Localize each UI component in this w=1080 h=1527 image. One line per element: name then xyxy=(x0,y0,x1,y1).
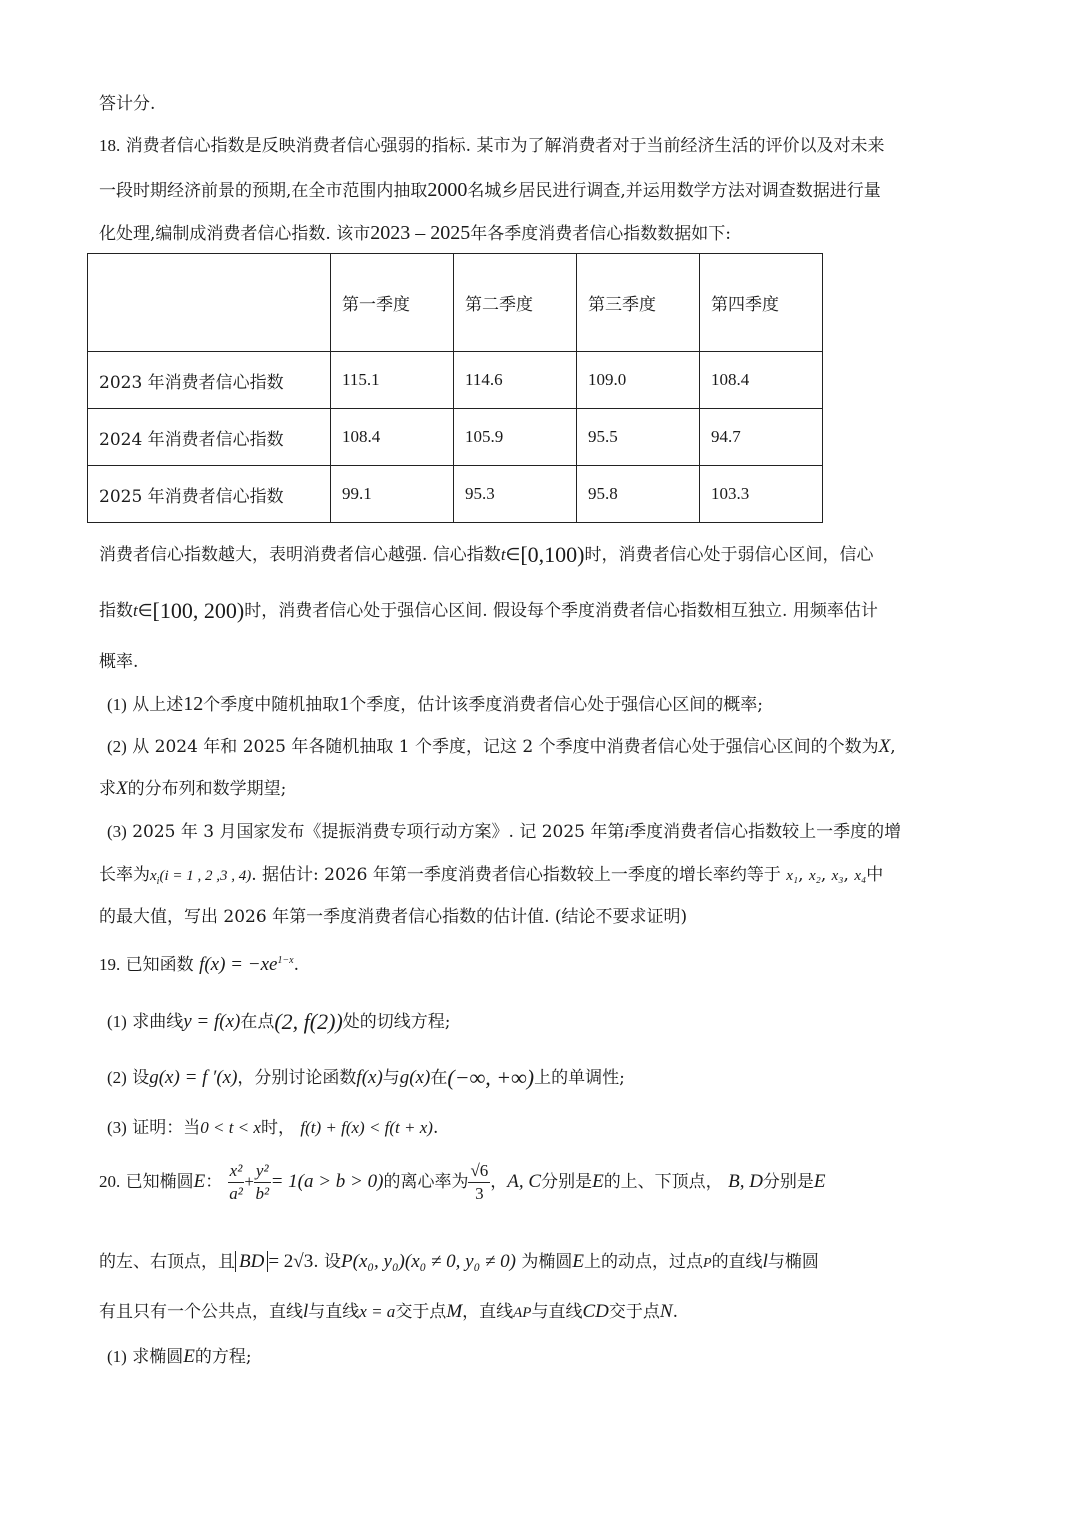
q19-number: 19. xyxy=(99,955,121,974)
q19-part-1 xyxy=(107,1010,451,1034)
q18-intro-line-2 xyxy=(99,178,881,203)
line-l: l xyxy=(303,1301,309,1322)
q18-intro-line-1 xyxy=(99,134,884,158)
q18-part-3-cont: 长率为$x_i(i = 1$ , 2 ,3 , 4). 据估计: 2026 年第一季度消费者信心指数较上一季度的增长率约等于 x₁, x₂, x₃, x₄中 xyxy=(99,865,884,887)
part-label: (1) xyxy=(107,695,127,714)
q18-text: . 据估计: 2026 年第一季度消费者信心指数较上一季度的增长率约等于 xyxy=(251,865,781,885)
exponent: 1−x xyxy=(277,955,294,966)
table-row xyxy=(88,352,823,409)
table-cell: 109.0 xyxy=(577,352,700,409)
fraction-x2-a2 xyxy=(228,1160,245,1205)
q20-text: ： xyxy=(205,1172,223,1192)
q18-text: 个季度，估计该季度消费者信心处于强信心区间的概率; xyxy=(349,695,763,715)
strong-interval: [100, 200) xyxy=(152,598,245,623)
q20-text: 上的动点，过点 xyxy=(584,1252,703,1272)
weak-interval: [0,100) xyxy=(520,542,585,567)
q20-number: 20. xyxy=(99,1172,121,1191)
numerator: x² xyxy=(228,1160,245,1183)
numerator: y² xyxy=(254,1160,271,1183)
q20-text: 的直线 xyxy=(711,1252,763,1272)
q19-text: 时， xyxy=(260,1118,295,1138)
q18-part-2 xyxy=(107,735,896,759)
table-cell: 114.6 xyxy=(454,352,577,409)
q19-text: 设 xyxy=(132,1068,150,1088)
q18-para-line-3: 概率. xyxy=(99,652,139,672)
table-header-cell: 第一季度 xyxy=(331,254,454,352)
eccentricity-fraction xyxy=(468,1160,490,1205)
point-p-condition: (x₀ ≠ 0, y₀ ≠ 0) xyxy=(404,1251,516,1272)
q18-text: 从 2024 年和 2025 年各随机抽取 1 个季度，记这 2 个季度中消费者信心处于强信心区间的个数为 xyxy=(132,737,879,757)
point-p: P(x₀, y₀) xyxy=(341,1251,405,1272)
ellipse-equation-rest: = 1(a > b > 0) xyxy=(270,1171,384,1192)
q20-text: 为椭圆 xyxy=(521,1252,573,1272)
table-header-cell: 第二季度 xyxy=(454,254,577,352)
points-a-c: A, C xyxy=(507,1171,542,1192)
curve-equation: y = f(x) xyxy=(183,1011,241,1032)
fraction-y2-b2 xyxy=(254,1160,271,1205)
q19-part-3 xyxy=(107,1116,438,1140)
point-m: M xyxy=(446,1301,463,1322)
q18-text: 时，消费者信心处于弱信心区间，信心 xyxy=(584,545,874,565)
table-cell: 95.8 xyxy=(577,466,700,523)
ellipse-name: E xyxy=(193,1171,206,1192)
part-label: (3) xyxy=(107,822,127,841)
q20-text: 求椭圆 xyxy=(132,1347,184,1367)
math-var-t: t xyxy=(133,601,138,620)
q19-text: 上的单调性; xyxy=(534,1068,625,1088)
q20-part-1 xyxy=(107,1345,252,1369)
index-range: (i = 1 , 2 ,3 , 4) xyxy=(159,868,252,884)
math-g: g(x) xyxy=(399,1067,431,1088)
q18-intro-text: 消费者信心指数是反映消费者信心强弱的指标. 某市为了解消费者对于当前经济生活的评价以及对未来 xyxy=(125,136,885,156)
q18-text: 个季度中随机抽取 xyxy=(203,695,340,715)
q18-para-line-2 xyxy=(99,599,878,623)
year-range: 2023 – 2025 xyxy=(370,222,471,244)
q18-text: 中 xyxy=(866,865,884,885)
table-cell: 108.4 xyxy=(331,409,454,466)
part-label: (1) xyxy=(107,1012,127,1031)
math-var-i: i xyxy=(624,822,630,841)
math-var-xi: x xyxy=(150,868,157,884)
tangent-point: (2, f(2)) xyxy=(274,1009,343,1034)
subscript-i: i xyxy=(156,876,160,887)
q20-text: 的左、右顶点，且 xyxy=(99,1252,235,1272)
number: 1 xyxy=(339,693,350,715)
ellipse-name: E xyxy=(813,1171,826,1192)
q19-text: 与 xyxy=(382,1068,400,1088)
q19-text: 处的切线方程; xyxy=(342,1012,451,1032)
math-in: ∈ xyxy=(137,601,153,620)
q19-text: 证明：当 xyxy=(132,1118,201,1138)
q18-text: 时，消费者信心处于强信心区间. 假设每个季度消费者信心指数相互独立. 用频率估计 xyxy=(244,601,878,621)
line-ap: AP xyxy=(513,1305,532,1321)
ellipse-name: E xyxy=(572,1251,584,1272)
q18-intro-text: 年各季度消费者信心指数数据如下: xyxy=(470,224,731,244)
q20-text: 的离心率为 xyxy=(383,1172,469,1192)
table-header-row xyxy=(88,254,823,352)
q20-line-3 xyxy=(99,1300,678,1325)
math-var-x: X xyxy=(116,778,128,799)
q19-text: . xyxy=(293,955,300,975)
q18-text: 的分布列和数学期望; xyxy=(127,779,287,799)
line-l: l xyxy=(762,1251,768,1272)
q20-text: 有且只有一个公共点，直线 xyxy=(99,1302,303,1322)
q18-para-line-1 xyxy=(99,543,874,567)
q18-part-3-end: 的最大值，写出 2026 年第一季度消费者信心指数的估计值. (结论不要求证明) xyxy=(99,907,688,927)
q18-number: 18. xyxy=(99,136,121,155)
q18-text: , xyxy=(890,737,896,757)
line-x-eq-a: x = a xyxy=(359,1302,396,1321)
q20-text: ，直线 xyxy=(462,1302,514,1322)
math-var-x: X xyxy=(878,736,891,757)
q20-text: . xyxy=(672,1302,678,1322)
q20-text: 交于点 xyxy=(395,1302,447,1322)
q19-text: . xyxy=(432,1118,439,1138)
q20-text: 交于点 xyxy=(608,1302,660,1322)
q18-text: 求 xyxy=(99,779,116,799)
part-label: (1) xyxy=(107,1347,127,1366)
table-cell: 99.1 xyxy=(331,466,454,523)
denominator: b² xyxy=(255,1184,270,1203)
part-label: (3) xyxy=(107,1118,127,1137)
q20-text: ， xyxy=(490,1172,508,1192)
q18-part-1 xyxy=(107,692,763,717)
denominator: a² xyxy=(229,1184,243,1203)
math-f: f(x) xyxy=(356,1067,383,1088)
plus-sign: + xyxy=(244,1172,254,1191)
number: 12 xyxy=(183,693,204,715)
q19-part-2 xyxy=(107,1066,625,1090)
q20-text: 与直线 xyxy=(308,1302,360,1322)
math-var: x₁ xyxy=(786,868,799,884)
g-definition: g(x) = f ′(x) xyxy=(149,1067,238,1088)
q18-part-2-cont xyxy=(99,777,286,801)
table-cell: 103.3 xyxy=(700,466,823,523)
part-label: (2) xyxy=(107,737,127,756)
ellipse-name: E xyxy=(183,1346,195,1367)
denominator: 3 xyxy=(475,1184,484,1203)
q20-text: 分别是 xyxy=(762,1172,814,1192)
table-cell: 108.4 xyxy=(700,352,823,409)
table-cell: 94.7 xyxy=(700,409,823,466)
previous-answer-tail: 答计分. xyxy=(99,94,156,114)
domain-interval: (−∞, +∞) xyxy=(447,1065,535,1090)
condition: 0 < t < x xyxy=(200,1118,261,1137)
math-var: x₃ xyxy=(831,868,844,884)
table-row xyxy=(88,409,823,466)
table-cell: 95.5 xyxy=(577,409,700,466)
row-label: 2023 年消费者信心指数 xyxy=(88,352,331,409)
sample-size: 2000 xyxy=(427,179,468,201)
q18-text: 指数 xyxy=(99,601,133,621)
q20-text: 的方程; xyxy=(194,1347,252,1367)
point-n: N xyxy=(659,1301,673,1322)
q20-text: . 设 xyxy=(313,1252,342,1272)
inequality: f(t) + f(x) < f(t + x) xyxy=(300,1118,433,1137)
q19-text: 在点 xyxy=(240,1012,275,1032)
confidence-index-table xyxy=(87,253,823,523)
q19-stem xyxy=(99,953,299,977)
table-header-cell: 第四季度 xyxy=(700,254,823,352)
numerator: √6 xyxy=(468,1160,490,1183)
q19-text: 在 xyxy=(430,1068,448,1088)
q19-text: 求曲线 xyxy=(132,1012,184,1032)
points-b-d: B, D xyxy=(728,1171,763,1192)
table-cell: 95.3 xyxy=(454,466,577,523)
q18-intro-line-3 xyxy=(99,221,731,246)
math-var-t: t xyxy=(500,545,506,564)
math-var: x₂ xyxy=(808,868,821,884)
q20-text: 已知椭圆 xyxy=(125,1172,194,1192)
table-cell: 105.9 xyxy=(454,409,577,466)
q18-text: 长率为 xyxy=(99,865,150,885)
function-definition: f(x) = −xe xyxy=(199,954,278,975)
q18-text: 2025 年 3 月国家发布《提振消费专项行动方案》. 记 2025 年第 xyxy=(132,822,625,842)
segment-bd: BD xyxy=(235,1251,268,1272)
q20-text: 与直线 xyxy=(531,1302,583,1322)
q18-text: 消费者信心指数越大，表明消费者信心越强. 信心指数 xyxy=(99,545,501,565)
q18-intro-text: 一段时期经济前景的预期,在全市范围内抽取 xyxy=(99,181,428,201)
table-cell: 115.1 xyxy=(331,352,454,409)
q19-text: ，分别讨论函数 xyxy=(237,1068,357,1088)
bd-length: = 2√3 xyxy=(268,1251,314,1272)
q19-text: 已知函数 xyxy=(125,955,194,975)
q18-intro-text: 化处理,编制成消费者信心指数. 该市 xyxy=(99,224,371,244)
point-p-small: P xyxy=(703,1256,712,1271)
line-cd: CD xyxy=(582,1301,609,1322)
math-var: x₄ xyxy=(854,868,867,884)
q18-part-3 xyxy=(107,820,901,844)
row-label: 2024 年消费者信心指数 xyxy=(88,409,331,466)
table-header-cell: 第三季度 xyxy=(577,254,700,352)
math-in: ∈ xyxy=(505,545,521,564)
table-header-cell xyxy=(88,254,331,352)
q20-line-2 xyxy=(99,1250,819,1276)
row-label: 2025 年消费者信心指数 xyxy=(88,466,331,523)
q20-text: 的上、下顶点， xyxy=(603,1172,723,1192)
q18-intro-text: 名城乡居民进行调查,并运用数学方法对调查数据进行量 xyxy=(467,181,881,201)
q20-stem xyxy=(99,1160,826,1205)
table-row xyxy=(88,466,823,523)
q20-text: 与椭圆 xyxy=(767,1252,819,1272)
q18-text: 从上述 xyxy=(132,695,184,715)
part-label: (2) xyxy=(107,1068,127,1087)
q18-text: 季度消费者信心指数较上一季度的增 xyxy=(629,822,902,842)
ellipse-name: E xyxy=(592,1171,604,1192)
q20-text: 分别是 xyxy=(541,1172,593,1192)
